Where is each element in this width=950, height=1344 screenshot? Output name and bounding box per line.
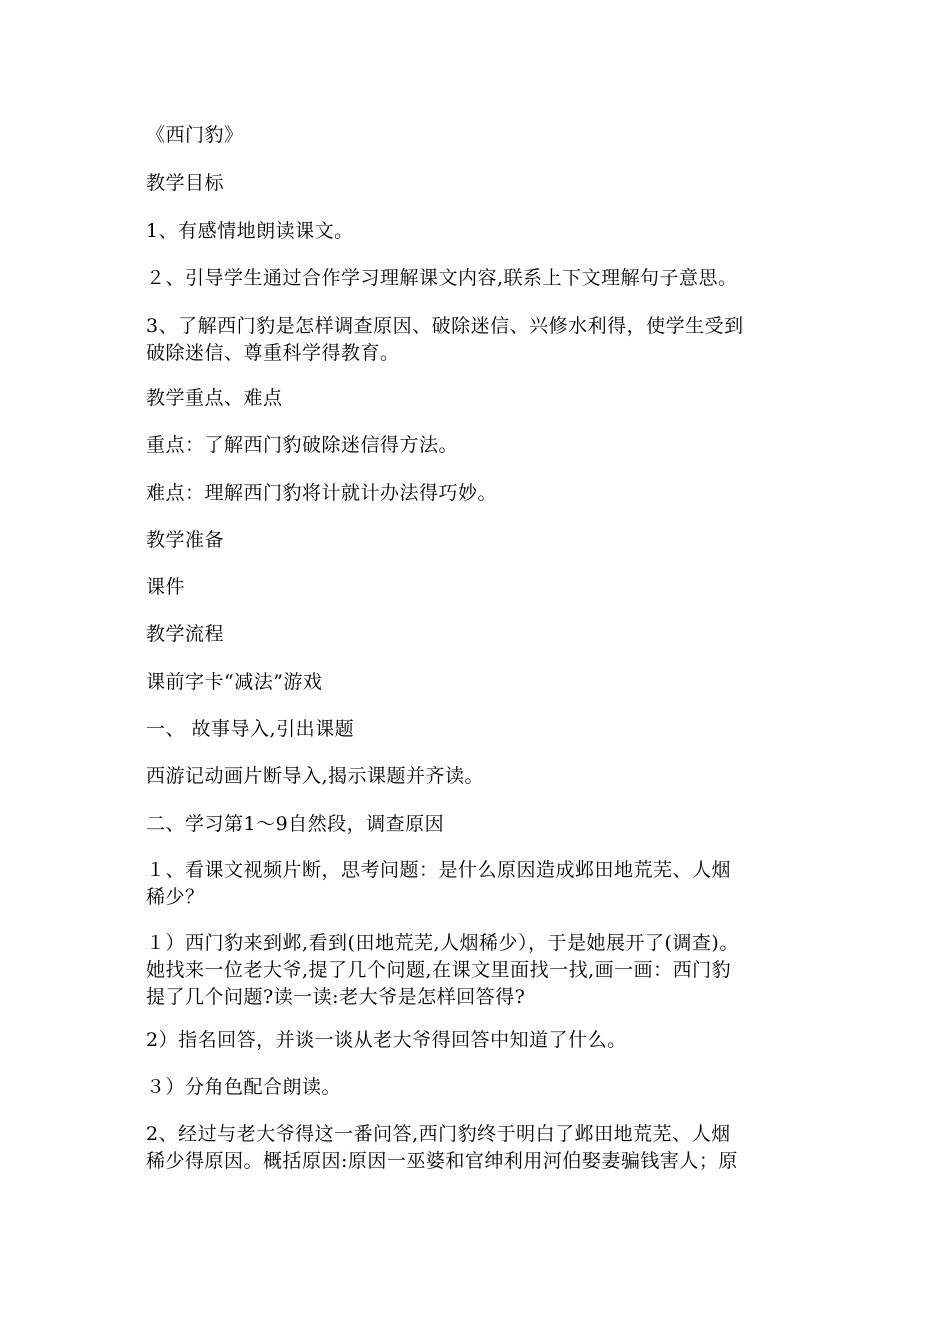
pre-class-game: 课前字卡“减法”游戏 (146, 671, 323, 693)
section-1-heading: 一、 故事导入,引出课题 (146, 718, 355, 740)
key-point: 重点：了解西门豹破除迷信得方法。 (146, 434, 459, 456)
heading-preparation: 教学准备 (146, 529, 225, 551)
goal-3-line-1: 3、了解西门豹是怎样调查原因、破除迷信、兴修水利得，使学生受到 (146, 315, 744, 337)
substep-1-line-2: 她找来一位老大爷,提了几个问题,在课文里面找一找,画一画：西门豹 (146, 959, 732, 981)
heading-key-points: 教学重点、难点 (146, 387, 283, 409)
section-2-heading: 二、学习第1～9自然段，调查原因 (146, 813, 445, 835)
step-2-line-2: 稀少得原因。概括原因:原因一巫婆和官绅利用河伯娶妻骗钱害人；原 (146, 1150, 738, 1172)
heading-process: 教学流程 (146, 623, 225, 645)
heading-teaching-goals: 教学目标 (146, 172, 225, 194)
step-1-line-2: 稀少？ (146, 886, 205, 908)
section-1-content: 西游记动画片断导入,揭示课题并齐读。 (146, 765, 485, 787)
substep-3: ３）分角色配合朗读。 (146, 1076, 342, 1098)
goal-3-line-2: 破除迷信、尊重科学得教育。 (146, 342, 400, 364)
difficult-point: 难点：理解西门豹将计就计办法得巧妙。 (146, 482, 498, 504)
step-2-line-1: 2、经过与老大爷得这一番问答,西门豹终于明白了邺田地荒芜、人烟 (146, 1123, 731, 1145)
step-1-line-1: １、看课文视频片断，思考问题：是什么原因造成邺田地荒芜、人烟 (146, 859, 732, 881)
substep-2: 2）指名回答，并谈一谈从老大爷得回答中知道了什么。 (146, 1029, 627, 1051)
substep-1-line-1: １）西门豹来到邺,看到(田地荒芜,人烟稀少），于是她展开了(调查)。 (146, 932, 739, 954)
document-title: 《西门豹》 (146, 124, 244, 146)
substep-1-line-3: 提了几个问题?读一读:老大爷是怎样回答得? (146, 986, 526, 1008)
goal-2: ２、引导学生通过合作学习理解课文内容,联系上下文理解句子意思。 (146, 267, 738, 289)
preparation-courseware: 课件 (146, 576, 186, 598)
goal-1: 1、有感情地朗读课文。 (146, 220, 354, 242)
